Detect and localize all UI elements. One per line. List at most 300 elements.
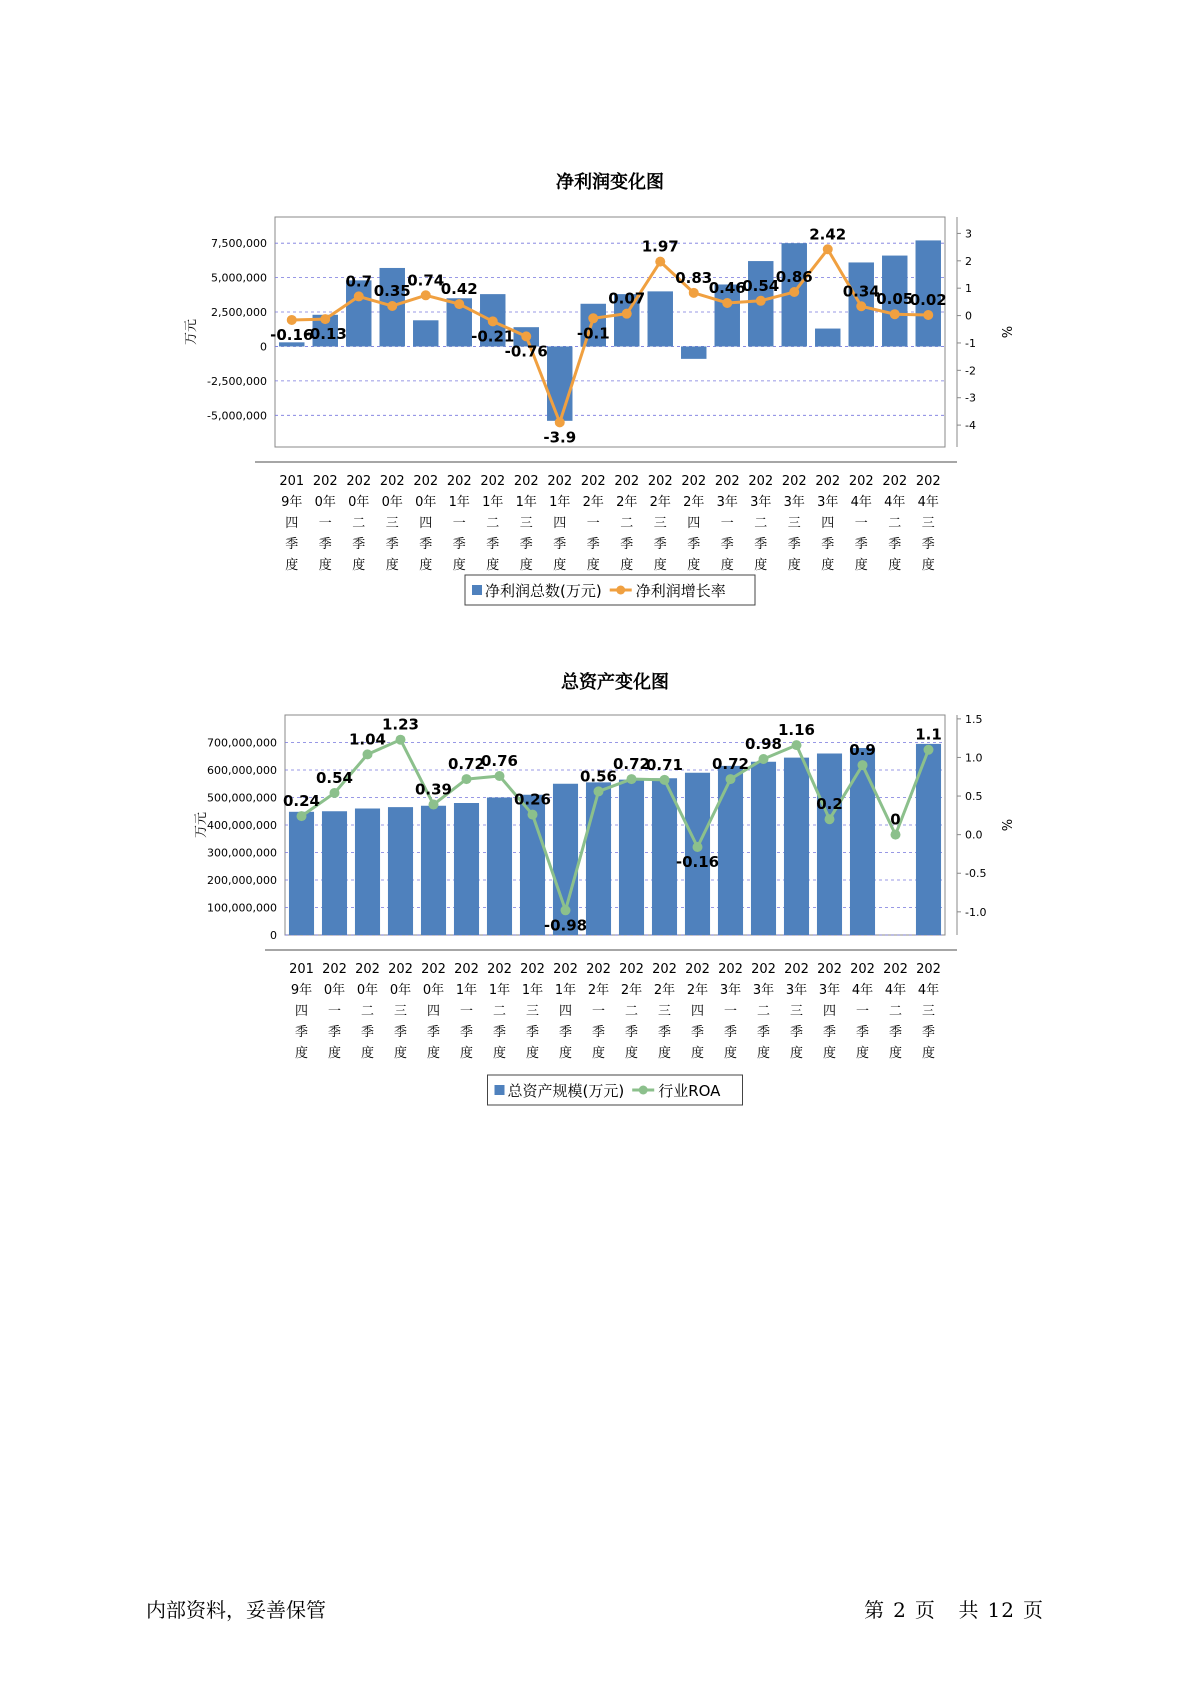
x-tick-label: 202 (454, 962, 479, 977)
x-tick-label: 度 (854, 558, 868, 573)
x-tick-label: 202 (685, 962, 710, 977)
data-label: 0.72 (612, 755, 651, 774)
y-tick-label: 500,000,000 (207, 791, 277, 805)
x-tick-label: 季 (285, 537, 299, 552)
x-tick-label: 度 (754, 558, 768, 573)
data-label: 0.02 (909, 291, 947, 310)
x-tick-label: 季 (294, 1025, 309, 1040)
bar (388, 807, 413, 935)
x-tick-label: 202 (346, 474, 372, 489)
legend-bar-label: 净利润总数(万元) (485, 582, 602, 600)
legend-bar-label: 总资产规模(万元) (507, 1082, 625, 1100)
x-tick-label: 一 (723, 1004, 738, 1019)
x-tick-label: 季 (855, 1025, 870, 1040)
x-tick-label: 度 (756, 1046, 771, 1061)
y-tick-label: 5,000,000 (211, 271, 267, 285)
x-tick-label: 度 (821, 558, 835, 573)
x-tick-label: 季 (327, 1025, 342, 1040)
x-tick-label: 度 (855, 1046, 870, 1061)
page-current: 2 (893, 1598, 907, 1622)
x-tick-label: 202 (480, 474, 506, 489)
x-tick-label: 0年 (389, 983, 412, 998)
line-point (858, 760, 868, 770)
legend-line-marker (639, 1086, 648, 1095)
data-label: 1.97 (641, 237, 679, 256)
x-tick-label: 一 (459, 1004, 474, 1019)
x-tick-label: 2年 (686, 983, 709, 998)
x-tick-label: 202 (815, 474, 841, 489)
x-tick-label: 度 (687, 558, 701, 573)
line-point (396, 735, 406, 745)
x-tick-label: 度 (653, 558, 667, 573)
line-point (825, 814, 835, 824)
data-label: -0.98 (543, 916, 588, 935)
x-tick-label: 一 (586, 516, 600, 531)
x-tick-label: 202 (915, 474, 941, 489)
x-tick-label: 三 (519, 516, 533, 531)
y2-axis-label: % (998, 818, 1013, 832)
x-tick-label: 3年 (750, 495, 772, 510)
x-tick-label: 季 (787, 537, 801, 552)
bar (751, 762, 776, 935)
data-label: 0.72 (711, 755, 750, 774)
line-point (488, 316, 498, 326)
bar (355, 809, 380, 936)
data-label: 0.54 (315, 768, 354, 787)
y2-tick-label: 1 (965, 282, 972, 296)
legend-line-marker (616, 586, 625, 595)
x-tick-label: 二 (352, 516, 366, 531)
data-label: 0.05 (876, 290, 914, 309)
x-tick-label: 202 (312, 474, 338, 489)
x-tick-label: 3年 (752, 983, 775, 998)
data-label: 0.46 (708, 278, 746, 297)
x-tick-label: 2年 (620, 983, 643, 998)
x-tick-label: 度 (921, 558, 935, 573)
x-tick-label: 202 (421, 962, 446, 977)
x-tick-label: 季 (789, 1025, 804, 1040)
bar (413, 320, 438, 346)
x-tick-label: 度 (285, 558, 299, 573)
x-tick-label: 季 (426, 1025, 441, 1040)
x-tick-label: 2年 (683, 495, 705, 510)
x-tick-label: 202 (714, 474, 740, 489)
x-tick-label: 1年 (554, 983, 577, 998)
x-tick-label: 202 (553, 962, 578, 977)
x-tick-label: 季 (821, 537, 835, 552)
x-tick-label: 二 (620, 516, 634, 531)
x-tick-label: 度 (789, 1046, 804, 1061)
x-tick-label: 季 (519, 537, 533, 552)
x-tick-label: 三 (525, 1004, 540, 1019)
line-point (387, 301, 397, 311)
x-tick-label: 季 (486, 537, 500, 552)
page-prefix: 第 (864, 1598, 886, 1622)
y2-tick-label: 3 (965, 227, 972, 241)
x-tick-label: 4年 (917, 983, 940, 998)
x-tick-label: 季 (393, 1025, 408, 1040)
x-tick-label: 度 (657, 1046, 672, 1061)
x-tick-label: 202 (388, 962, 413, 977)
bar (421, 806, 446, 935)
legend-line-label: 行业ROA (658, 1082, 721, 1100)
x-tick-label: 1年 (455, 983, 478, 998)
y2-axis-label: % (998, 325, 1013, 339)
line-point (330, 788, 340, 798)
data-label: 0.74 (407, 271, 445, 290)
line-point (561, 905, 571, 915)
y2-tick-label: 0 (965, 309, 972, 323)
x-tick-label: 3年 (818, 983, 841, 998)
y2-tick-label: 1.0 (965, 751, 983, 765)
data-label: 0.54 (742, 276, 780, 295)
x-tick-label: 三 (385, 516, 399, 531)
x-tick-label: 202 (882, 474, 908, 489)
x-tick-label: 二 (624, 1004, 639, 1019)
chart-title: 总资产变化图 (561, 672, 669, 693)
x-tick-label: 二 (486, 516, 500, 531)
bar (850, 748, 875, 935)
legend-line-label: 净利润增长率 (635, 582, 726, 600)
data-label: -0.16 (270, 325, 314, 344)
y-tick-label: 600,000,000 (207, 764, 277, 777)
x-tick-label: 度 (822, 1046, 837, 1061)
line-point (759, 754, 769, 764)
line-point (495, 771, 505, 781)
x-tick-label: 3年 (817, 495, 839, 510)
x-tick-label: 0年 (314, 495, 336, 510)
x-tick-label: 202 (883, 962, 908, 977)
line-point (363, 749, 373, 759)
data-label: -0.21 (471, 327, 515, 346)
y2-tick-label: 0.0 (965, 828, 983, 842)
x-tick-label: 季 (459, 1025, 474, 1040)
y-tick-label: -2,500,000 (207, 374, 267, 388)
x-tick-label: 季 (657, 1025, 672, 1040)
bar (648, 291, 673, 346)
line-point (823, 244, 833, 254)
x-tick-label: 度 (525, 1046, 540, 1061)
line-point (655, 257, 665, 267)
x-tick-label: 4年 (850, 495, 872, 510)
x-tick-label: 202 (619, 962, 644, 977)
x-tick-label: 0年 (356, 983, 379, 998)
x-tick-label: 季 (720, 537, 734, 552)
x-tick-label: 2年 (582, 495, 604, 510)
y2-tick-label: -1 (965, 336, 976, 350)
y2-tick-label: -1.0 (965, 905, 987, 919)
x-tick-label: 季 (921, 1025, 936, 1040)
x-tick-label: 1年 (549, 495, 571, 510)
x-tick-label: 季 (687, 537, 701, 552)
x-tick-label: 季 (653, 537, 667, 552)
x-tick-label: 度 (591, 1046, 606, 1061)
x-tick-label: 202 (848, 474, 874, 489)
line-point (689, 288, 699, 298)
line-point (555, 417, 565, 427)
bar (619, 780, 644, 935)
x-tick-label: 202 (681, 474, 707, 489)
x-tick-label: 季 (888, 1025, 903, 1040)
x-tick-label: 三 (393, 1004, 408, 1019)
x-tick-label: 202 (784, 962, 809, 977)
x-tick-label: 季 (419, 537, 433, 552)
x-tick-label: 1年 (448, 495, 470, 510)
data-label: 0.98 (744, 735, 783, 753)
line-point (693, 842, 703, 852)
x-tick-label: 度 (586, 558, 600, 573)
y-tick-label: 400,000,000 (207, 819, 277, 832)
x-tick-label: 二 (888, 516, 902, 531)
y2-tick-label: -4 (965, 419, 976, 433)
y2-tick-label: -2 (965, 364, 976, 378)
data-label: 1.04 (348, 730, 387, 749)
x-tick-label: 202 (586, 962, 611, 977)
line-point (454, 299, 464, 309)
data-label: -0.76 (504, 342, 548, 361)
data-label: 0.83 (675, 268, 713, 287)
x-tick-label: 0年 (348, 495, 370, 510)
total-word: 页 (1023, 1598, 1044, 1622)
x-tick-label: 季 (690, 1025, 705, 1040)
line-point (521, 331, 531, 341)
x-tick-label: 2年 (587, 983, 610, 998)
x-tick-label: 四 (558, 1004, 573, 1019)
x-tick-label: 202 (748, 474, 774, 489)
total-assets-chart (0, 660, 1191, 1140)
x-tick-label: 度 (426, 1046, 441, 1061)
x-tick-label: 202 (614, 474, 640, 489)
x-tick-label: 季 (624, 1025, 639, 1040)
x-tick-label: 度 (921, 1046, 936, 1061)
x-tick-label: 0年 (381, 495, 403, 510)
x-tick-label: 季 (492, 1025, 507, 1040)
legend-bar-swatch (495, 1085, 505, 1095)
x-tick-label: 202 (652, 962, 677, 977)
data-label: -0.13 (303, 325, 347, 344)
x-tick-label: 季 (352, 537, 366, 552)
line-point (923, 310, 933, 320)
x-tick-label: 202 (413, 474, 439, 489)
x-tick-label: 0年 (415, 495, 437, 510)
y-axis-label: 万元 (194, 811, 209, 839)
line-point (891, 830, 901, 840)
x-tick-label: 1年 (482, 495, 504, 510)
x-tick-label: 度 (459, 1046, 474, 1061)
bar (784, 758, 809, 935)
bar (487, 798, 512, 936)
x-tick-label: 度 (492, 1046, 507, 1061)
x-tick-label: 一 (591, 1004, 606, 1019)
data-label: 1.23 (381, 715, 420, 734)
data-label: 0.39 (414, 780, 453, 799)
bar (322, 811, 347, 935)
data-label: 0.7 (345, 272, 373, 291)
x-tick-label: 度 (620, 558, 634, 573)
line-point (354, 291, 364, 301)
line-point (627, 774, 637, 784)
bar (817, 754, 842, 936)
x-tick-label: 四 (690, 1004, 705, 1019)
line-point (528, 810, 538, 820)
y-axis-label: 万元 (184, 318, 199, 346)
data-label: 2.42 (809, 225, 847, 244)
x-tick-label: 4年 (884, 495, 906, 510)
bar (454, 803, 479, 935)
line-point (756, 296, 766, 306)
x-tick-label: 202 (379, 474, 405, 489)
x-tick-label: 度 (690, 1046, 705, 1061)
data-label: 0.34 (842, 282, 880, 301)
x-tick-label: 3年 (783, 495, 805, 510)
y-tick-label: 0 (270, 929, 277, 942)
x-tick-label: 三 (921, 1004, 936, 1019)
x-tick-label: 季 (754, 537, 768, 552)
data-label: 0.86 (775, 268, 813, 287)
x-tick-label: 3年 (716, 495, 738, 510)
x-tick-label: 度 (553, 558, 567, 573)
x-tick-label: 1年 (515, 495, 537, 510)
x-tick-label: 202 (916, 962, 941, 977)
line-point (462, 774, 472, 784)
x-tick-label: 季 (620, 537, 634, 552)
x-tick-label: 一 (318, 516, 332, 531)
x-tick-label: 季 (723, 1025, 738, 1040)
x-tick-label: 201 (289, 962, 314, 977)
x-tick-label: 季 (921, 537, 935, 552)
x-tick-label: 3年 (719, 983, 742, 998)
x-tick-label: 0年 (422, 983, 445, 998)
bar (815, 329, 840, 347)
x-tick-label: 2年 (616, 495, 638, 510)
line-point (789, 287, 799, 297)
x-tick-label: 四 (294, 1004, 309, 1019)
data-label: 1.16 (777, 721, 816, 740)
y-tick-label: 100,000,000 (207, 901, 277, 915)
line-point (890, 309, 900, 319)
x-tick-label: 三 (921, 516, 935, 531)
data-label: -0.16 (675, 853, 720, 871)
x-tick-label: 4年 (851, 983, 874, 998)
x-tick-label: 四 (426, 1004, 441, 1019)
x-tick-label: 202 (446, 474, 472, 489)
x-tick-label: 201 (279, 474, 305, 489)
bar (547, 346, 572, 420)
x-tick-label: 9年 (290, 983, 313, 998)
y2-tick-label: 0.5 (965, 790, 983, 804)
data-label: 0.72 (447, 755, 486, 774)
x-tick-label: 202 (322, 962, 347, 977)
x-tick-label: 季 (822, 1025, 837, 1040)
x-tick-label: 季 (558, 1025, 573, 1040)
x-tick-label: 202 (520, 962, 545, 977)
x-tick-label: 度 (888, 1046, 903, 1061)
x-tick-label: 4年 (884, 983, 907, 998)
x-tick-label: 四 (822, 1004, 837, 1019)
x-tick-label: 9年 (281, 495, 303, 510)
x-tick-label: 一 (452, 516, 466, 531)
line-point (622, 309, 632, 319)
x-tick-label: 季 (525, 1025, 540, 1040)
data-label: 0.35 (373, 281, 411, 300)
x-tick-label: 202 (751, 962, 776, 977)
line-point (287, 315, 297, 325)
data-label: 0.07 (608, 289, 646, 308)
total-prefix: 共 (958, 1598, 980, 1622)
y-tick-label: 300,000,000 (207, 846, 277, 860)
x-tick-label: 一 (854, 516, 868, 531)
x-tick-label: 四 (419, 516, 433, 531)
data-label: 0 (890, 810, 901, 829)
line-point (421, 290, 431, 300)
x-tick-label: 四 (285, 516, 299, 531)
x-tick-label: 度 (385, 558, 399, 573)
x-tick-label: 三 (653, 516, 667, 531)
plot-area (275, 217, 945, 447)
x-tick-label: 季 (888, 537, 902, 552)
x-tick-label: 三 (787, 516, 801, 531)
line-point (320, 314, 330, 324)
data-label: 0.76 (480, 751, 519, 770)
x-tick-label: 三 (789, 1004, 804, 1019)
y-tick-label: -5,000,000 (207, 409, 267, 423)
x-tick-label: 202 (547, 474, 573, 489)
chart-title: 净利润变化图 (556, 172, 664, 193)
x-tick-label: 季 (854, 537, 868, 552)
data-label: 0.2 (816, 795, 843, 814)
x-tick-label: 一 (327, 1004, 342, 1019)
data-label: -3.9 (543, 428, 577, 447)
y-tick-label: 2,500,000 (211, 306, 267, 320)
x-tick-label: 202 (513, 474, 539, 489)
line-point (722, 298, 732, 308)
x-tick-label: 1年 (488, 983, 511, 998)
x-tick-label: 度 (486, 558, 500, 573)
x-tick-label: 度 (393, 1046, 408, 1061)
x-tick-label: 四 (553, 516, 567, 531)
x-tick-label: 202 (580, 474, 606, 489)
x-tick-label: 202 (817, 962, 842, 977)
x-tick-label: 四 (687, 516, 701, 531)
bar (289, 812, 314, 935)
x-tick-label: 四 (821, 516, 835, 531)
x-tick-label: 季 (318, 537, 332, 552)
data-label: 0.42 (440, 280, 478, 299)
x-tick-label: 202 (718, 962, 743, 977)
x-tick-label: 季 (385, 537, 399, 552)
x-tick-label: 度 (723, 1046, 738, 1061)
x-tick-label: 202 (355, 962, 380, 977)
data-label: 0.24 (282, 792, 321, 811)
x-tick-label: 1年 (521, 983, 544, 998)
bar (652, 778, 677, 935)
line-point (594, 786, 604, 796)
y-tick-label: 0 (260, 340, 267, 354)
y2-tick-label: -3 (965, 391, 976, 405)
x-tick-label: 度 (452, 558, 466, 573)
y2-tick-label: 1.5 (965, 712, 983, 726)
line-point (588, 313, 598, 323)
line-point (726, 774, 736, 784)
x-tick-label: 度 (720, 558, 734, 573)
x-tick-label: 度 (294, 1046, 309, 1061)
x-tick-label: 二 (492, 1004, 507, 1019)
x-tick-label: 2年 (653, 983, 676, 998)
x-tick-label: 度 (787, 558, 801, 573)
line-point (660, 775, 670, 785)
data-label: 0.26 (513, 790, 552, 809)
x-tick-label: 季 (586, 537, 600, 552)
